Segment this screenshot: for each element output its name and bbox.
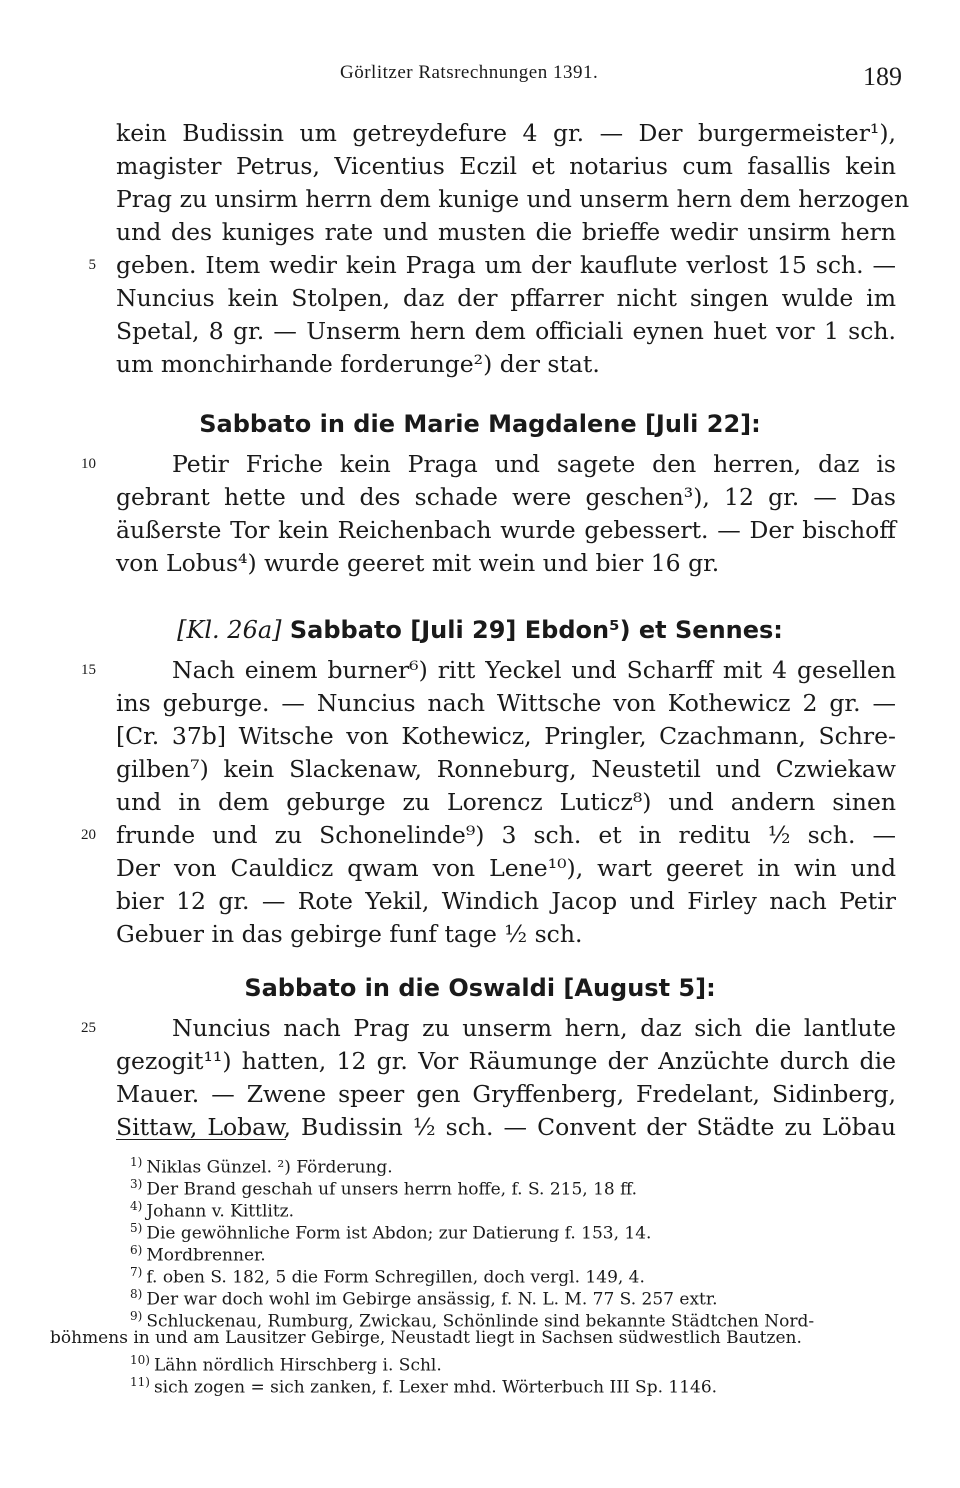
- footnote-mark: 11): [130, 1375, 150, 1389]
- text-line: äußerste Tor kein Reichenbach wurde gebessert. — Der bischoff: [116, 516, 896, 544]
- section-heading: [0, 614, 960, 646]
- text-line: Prag zu unsirm herrn dem kunige und unserm hern dem herzogen: [116, 185, 910, 213]
- running-head: Görlitzer Ratsrechnungen 1391.: [340, 62, 599, 83]
- text-line: kein Budissin um getreydefure 4 gr. — Der burgermeister¹),: [116, 119, 896, 147]
- text-line: Nuncius nach Prag zu unserm hern, daz sich die lantlute: [172, 1014, 896, 1042]
- text-line: Nuncius kein Stolpen, daz der pffarrer nicht singen wulde im: [116, 284, 896, 312]
- footnote-rule: [116, 1139, 286, 1140]
- text-line: Sittaw, Lobaw, Budissin ½ sch. — Convent der Städte zu Löbau: [116, 1113, 896, 1141]
- text-line: um monchirhande forderunge²) der stat.: [116, 350, 600, 378]
- footnote-text: Schluckenau, Rumburg, Zwickau, Schönlinde sind bekannte Städtchen Nord-: [146, 1311, 815, 1332]
- text-line: Spetal, 8 gr. — Unserm hern dem officiali eynen huet vor 1 sch.: [116, 317, 896, 345]
- section-heading: Sabbato in die Oswaldi [August 5]:: [244, 974, 716, 1002]
- text-line: gezogit¹¹) hatten, 12 gr. Vor Räumunge der Anzüchte durch die: [116, 1047, 896, 1075]
- text-line: Mauer. — Zwene speer gen Gryffenberg, Fredelant, Sidinberg,: [116, 1080, 896, 1108]
- footnote-text: f. oben S. 182, 5 die Form Schregillen, doch vergl. 149, 4.: [146, 1267, 645, 1288]
- footnote-mark: 6): [130, 1243, 143, 1257]
- footnote-text: Niklas Günzel. ²) Förderung.: [146, 1157, 393, 1178]
- text-line: geben. Item wedir kein Praga um der kauflute verlost 15 sch. —: [116, 251, 896, 279]
- footnote-text: sich zogen = sich zanken, f. Lexer mhd. Wörterbuch III Sp. 1146.: [153, 1377, 718, 1398]
- footnote-text: Der Brand geschah uf unsers herrn hoffe, f. S. 215, 18 ff.: [146, 1179, 637, 1200]
- line-number: 15: [81, 662, 96, 678]
- text-line: Der von Cauldicz qwam von Lene¹⁰), wart geeret in win und: [116, 854, 896, 882]
- line-number: 20: [81, 827, 96, 843]
- footnote-mark: 10): [130, 1353, 150, 1367]
- footnote-mark: 8): [130, 1287, 143, 1301]
- text-line: ins geburge. — Nuncius nach Wittsche von Kothewicz 2 gr. —: [116, 689, 896, 717]
- section-heading-text: Sabbato [Juli 29] Ebdon⁵) et Sennes:: [289, 616, 783, 644]
- footnote-text: böhmens in und am Lausitzer Gebirge, Neustadt liegt in Sachsen südwestlich Bautzen.: [50, 1328, 802, 1348]
- section-heading: Sabbato in die Marie Magdalene [Juli 22]:: [199, 410, 761, 438]
- footnote-text: Der war doch wohl im Gebirge ansässig, f. N. L. M. 77 S. 257 extr.: [146, 1289, 718, 1310]
- footnote-mark: 3): [130, 1177, 143, 1191]
- line-number: 10: [81, 456, 96, 472]
- footnote-mark: 9): [130, 1309, 143, 1323]
- text-line: frunde und zu Schonelinde⁹) 3 sch. et in reditu ½ sch. —: [116, 821, 896, 849]
- line-number: 5: [88, 257, 96, 273]
- folio-marker: [Kl. 26a]: [177, 616, 282, 644]
- text-line: [Cr. 37b] Witsche von Kothewicz, Pringler, Czachmann, Schre-: [116, 722, 896, 750]
- line-number: 25: [81, 1020, 96, 1036]
- footnote-continuation: [50, 1328, 820, 1350]
- text-line: Petir Friche kein Praga und sagete den herren, daz is: [172, 450, 896, 478]
- footnote-mark: 4): [130, 1199, 143, 1213]
- text-line: magister Petrus, Vicentius Eczil et notarius cum fasallis kein: [116, 152, 896, 180]
- footnote: [130, 1372, 900, 1399]
- footnote-mark: 5): [130, 1221, 143, 1235]
- footnote-text: Mordbrenner.: [146, 1245, 266, 1266]
- text-line: bier 12 gr. — Rote Yekil, Windich Jacop und Firley nach Petir: [116, 887, 896, 915]
- page-number: 189: [863, 62, 902, 91]
- text-line: gebrant hette und des schade were geschen³), 12 gr. — Das: [116, 483, 896, 511]
- text-line: von Lobus⁴) wurde geeret mit wein und bier 16 gr.: [116, 549, 720, 577]
- footnote-text: Johann v. Kittlitz.: [146, 1201, 295, 1222]
- text-line: und des kuniges rate und musten die brieffe wedir unsirm hern: [116, 218, 896, 246]
- text-line: und in dem geburge zu Lorencz Luticz⁸) und andern sinen: [116, 788, 896, 816]
- footnote-text: Die gewöhnliche Form ist Abdon; zur Datierung f. 153, 14.: [146, 1223, 652, 1244]
- footnote-mark: 1): [130, 1155, 143, 1169]
- text-line: Gebuer in das gebirge funf tage ½ sch.: [116, 920, 583, 948]
- text-line: gilben⁷) kein Slackenaw, Ronneburg, Neustetil und Czwiekaw: [116, 755, 896, 783]
- footnote-mark: 7): [130, 1265, 143, 1279]
- footnote-text: Lähn nördlich Hirschberg i. Schl.: [153, 1355, 442, 1376]
- text-line: Nach einem burner⁶) ritt Yeckel und Scharff mit 4 gesellen: [172, 656, 896, 684]
